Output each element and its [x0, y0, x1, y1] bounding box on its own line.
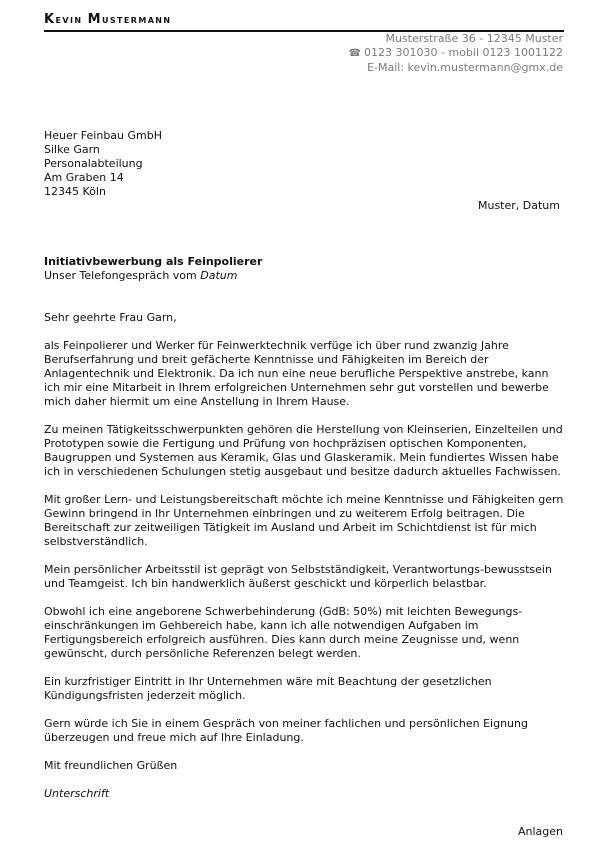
body-paragraph-1: als Feinpolierer und Werker für Feinwerktechnik verfüge ich über rund zwanzig Jahre Berufserfahrung und breit gefächerte Kenntnisse und Fähigkeiten im Bereich der Anlagentechnik und Elektronik. Da ich nun eine neue berufliche Perspektive anstrebe, kann ich mir eine Mitarbeit in Ihrem erfolgreichen Unternehmen sehr gut vorstellen und bewerbe mich daher hiermit um eine Anstellung in Ihrem Hause. [44, 339, 549, 408]
phone-icon: ☎ [348, 48, 362, 59]
name-first-rest: evin [55, 13, 83, 26]
salutation: Sehr geehrte Frau Garn, [44, 311, 177, 324]
sender-contact [349, 32, 563, 75]
sender-phone: 0123 301030 - mobil 0123 1001122 [364, 46, 563, 59]
recipient-contact: Silke Garn [44, 143, 100, 156]
recipient-company: Heuer Feinbau GmbH [44, 129, 163, 142]
body-paragraph-4: Mein persönlicher Arbeitsstil ist geprägt von Selbstständigkeit, Verantwortungs-bewusstsein und Teamgeist. Ich bin handwerklich äußerst geschickt und körperlich belastbar. [44, 563, 552, 590]
letter-body [44, 311, 564, 815]
name-first-initial: K [44, 12, 56, 27]
name-last-initial: M [87, 12, 102, 27]
subject-title: Initiativbewerbung als Feinpolierer [44, 255, 263, 268]
reference-date: Datum [200, 269, 238, 282]
body-paragraph-3: Mit großer Lern- und Leistungsbereitschaft möchte ich meine Kenntnisse und Fähigkeiten gern Gewinn bringend in Ihr Unternehmen einbringen und zu weiterem Erfolg beitragen. Die Bereitschaft zur zeitweiligen Tätigkeit im Ausland und Arbeit im Schichtdienst ist für mich selbstverständlich. [44, 493, 564, 548]
body-paragraph-6: Ein kurzfristiger Eintritt in Ihr Unternehmen wäre mit Beachtung der gesetzlichen Kündigungsfristen jederzeit möglich. [44, 675, 492, 702]
enclosures: Anlagen [517, 825, 563, 838]
body-paragraph-2: Zu meinen Tätigkeitsschwerpunkten gehören die Herstellung von Kleinserien, Einzelteilen und Prototypen sowie die Fertigung und Prüfung von hochpräzisen optischen Komponenten, Baugruppen und Systemen aus Keramik, Glas und Glaskeramik. Mein fundiertes Wissen habe ich in verschiedenen Schulungen stetig ausgebaut und besitze dadurch aktuelles Fachwissen. [44, 423, 563, 478]
recipient-department: Personalabteilung [44, 157, 143, 170]
closing: Mit freundlichen Grüßen [44, 759, 178, 772]
reference-prefix: Unser Telefongespräch vom [44, 269, 201, 282]
recipient-city: 12345 Köln [44, 185, 106, 198]
subject-block [44, 255, 564, 283]
signature: Unterschrift [44, 787, 110, 800]
letter-date: Muster, Datum [477, 199, 560, 212]
recipient-street: Am Graben 14 [44, 171, 124, 184]
recipient-address [44, 129, 564, 199]
sender-email: E-Mail: kevin.mustermann@gmx.de [367, 61, 563, 74]
body-paragraph-5: Obwohl ich eine angeborene Schwerbehinderung (GdB: 50%) mit leichten Bewegungs-einschränkungen im Gehbereich habe, kann ich alle notwendigen Aufgaben im Fertigungsbereich erfolgreich ausführen. Dies kann durch meine Zeugnisse und, wenn gewünscht, durch persönliche Referenzen belegt werden. [44, 605, 523, 660]
sender-phone-line [349, 46, 563, 61]
subject-reference [44, 269, 564, 283]
sender-address: Musterstraße 36 - 12345 Muster [385, 32, 563, 45]
body-paragraph-7: Gern würde ich Sie in einem Gespräch von meiner fachlichen und persönlichen Eignung überzeugen und freue mich auf Ihre Einladung. [44, 717, 528, 744]
sender-name [44, 12, 171, 27]
name-last-rest: ustermann [102, 13, 172, 26]
